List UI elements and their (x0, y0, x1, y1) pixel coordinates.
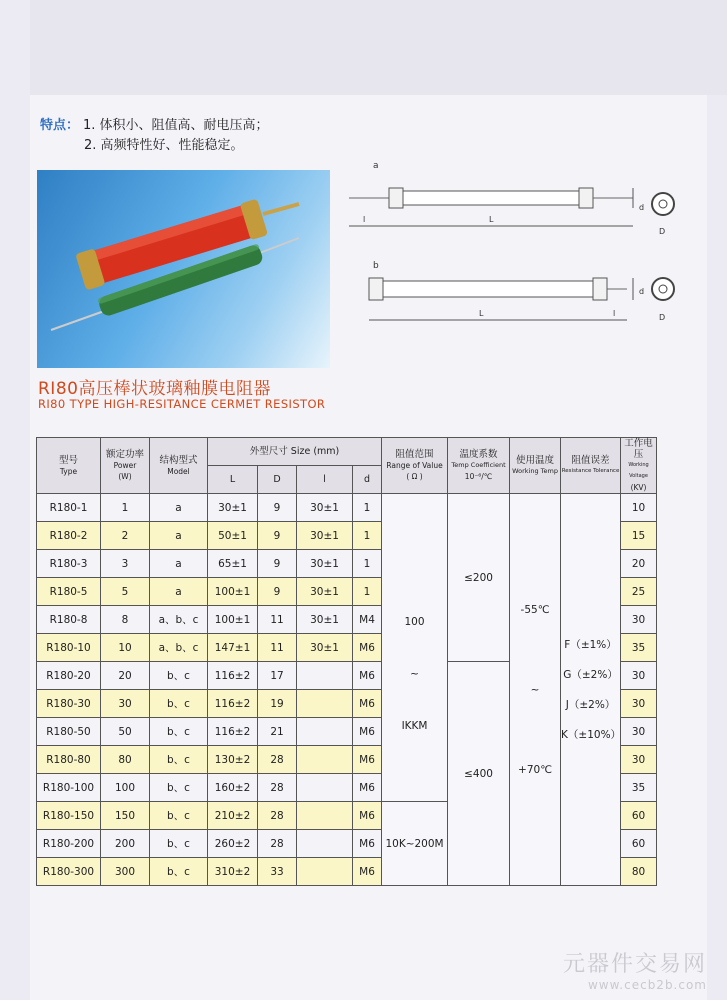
header-row-1 (37, 438, 657, 466)
table-cell: 1 (353, 578, 382, 606)
features-label: 特点： (40, 118, 80, 133)
table-cell: R180-100 (37, 774, 101, 802)
table-cell: 10 (621, 494, 657, 522)
right-margin (707, 95, 727, 1000)
table-cell: 21 (258, 718, 297, 746)
table-cell: R180-50 (37, 718, 101, 746)
table-cell: 1 (353, 494, 382, 522)
header-size: 外型尺寸 Size (mm) (208, 438, 382, 466)
table-cell: a (150, 522, 208, 550)
table-cell: a (150, 578, 208, 606)
table-cell: 30±1 (297, 494, 353, 522)
table-cell: M6 (353, 634, 382, 662)
table-cell: 30 (101, 690, 150, 718)
table-cell: 30±1 (297, 578, 353, 606)
diagram-label-a: a (373, 161, 379, 171)
table-cell: 19 (258, 690, 297, 718)
table-cell: M6 (353, 830, 382, 858)
dimension-diagram (345, 158, 685, 333)
table-cell: 28 (258, 830, 297, 858)
table-cell: 30±1 (208, 494, 258, 522)
table-cell: 9 (258, 494, 297, 522)
table-cell: 116±2 (208, 690, 258, 718)
table-cell: b、c (150, 802, 208, 830)
feature-line-2: 2. 高频特性好、性能稳定。 (84, 138, 244, 153)
product-photo (37, 170, 330, 368)
table-cell: 80 (101, 746, 150, 774)
table-cell: M6 (353, 774, 382, 802)
table-cell: 5 (101, 578, 150, 606)
table-cell: 147±1 (208, 634, 258, 662)
table-cell: 30±1 (297, 634, 353, 662)
title-chinese: RI80高压棒状玻璃釉膜电阻器 (38, 379, 271, 399)
table-cell: 28 (258, 802, 297, 830)
table-cell: 25 (621, 578, 657, 606)
table-cell: R180-80 (37, 746, 101, 774)
spec-table (36, 437, 656, 886)
diagram-dim-l-a: l (363, 215, 366, 224)
table-cell: 30 (621, 662, 657, 690)
table-cell: 9 (258, 578, 297, 606)
table-cell: 3 (101, 550, 150, 578)
table-cell (297, 830, 353, 858)
table-cell: R180-300 (37, 858, 101, 886)
diagram-dim-L-a: L (489, 215, 494, 224)
table-cell (297, 858, 353, 886)
table-cell: R180-20 (37, 662, 101, 690)
table-cell: 2 (101, 522, 150, 550)
diagram-dim-d-b: d (639, 287, 645, 296)
table-cell: 65±1 (208, 550, 258, 578)
header-power: 额定功率 Power (W) (101, 438, 150, 494)
table-cell: 9 (258, 550, 297, 578)
table-cell: a、b、c (150, 606, 208, 634)
table-cell: 210±2 (208, 802, 258, 830)
table-cell: 17 (258, 662, 297, 690)
table-cell: 116±2 (208, 718, 258, 746)
table-cell: 30 (621, 606, 657, 634)
range-cell-lower: 10K~200M (382, 802, 448, 886)
header-D: D (258, 466, 297, 494)
table-cell: 1 (353, 550, 382, 578)
table-cell: a (150, 550, 208, 578)
table-cell: R180-150 (37, 802, 101, 830)
resistor-photo-illustration (37, 170, 330, 368)
table-cell: 150 (101, 802, 150, 830)
table-cell: M4 (353, 606, 382, 634)
diagram-label-b: b (373, 261, 379, 271)
table-cell: 30 (621, 690, 657, 718)
header-temp-coefficient: 温度系数 Temp Coefficient 10⁻⁶/℃ (448, 438, 510, 494)
table-cell: 9 (258, 522, 297, 550)
table-cell: M6 (353, 746, 382, 774)
table-cell: 200 (101, 830, 150, 858)
table-cell: 50 (101, 718, 150, 746)
table-row (37, 494, 657, 522)
table-cell: 30±1 (297, 522, 353, 550)
title-english: RI80 TYPE HIGH-RESITANCE CERMET RESISTOR (38, 397, 326, 411)
table-cell: R180-3 (37, 550, 101, 578)
header-working-temp: 使用温度 Working Temp (510, 438, 561, 494)
table-cell: 30 (621, 718, 657, 746)
table-cell: 100 (101, 774, 150, 802)
table-cell: b、c (150, 690, 208, 718)
table-cell: 33 (258, 858, 297, 886)
table-cell: a (150, 494, 208, 522)
table-cell: b、c (150, 746, 208, 774)
watermark-chinese: 元器件交易网 (562, 952, 707, 977)
table-cell: 100±1 (208, 578, 258, 606)
table-cell: R180-8 (37, 606, 101, 634)
table-cell: 35 (621, 634, 657, 662)
table-cell (297, 690, 353, 718)
table-cell: b、c (150, 830, 208, 858)
table-cell: 30 (621, 746, 657, 774)
table-cell: 60 (621, 830, 657, 858)
table-cell: 20 (101, 662, 150, 690)
table-cell: 50±1 (208, 522, 258, 550)
table-cell: a、b、c (150, 634, 208, 662)
header-d: d (353, 466, 382, 494)
header-structure: 结构型式 Model (150, 438, 208, 494)
table-cell: b、c (150, 774, 208, 802)
working-temp-cell: -55℃ ~ +70℃ (510, 494, 561, 886)
diagram-dim-D-a: D (659, 227, 666, 236)
range-cell-upper: 100 ~ IKKM (382, 494, 448, 802)
header-type: 型号 Type (37, 438, 101, 494)
table-cell: R180-5 (37, 578, 101, 606)
features-block (40, 116, 269, 156)
table-cell: 20 (621, 550, 657, 578)
table-cell: M6 (353, 662, 382, 690)
feature-line-1: 特点： 1. 体积小、阻值高、耐电压高； (40, 118, 269, 133)
table-cell: M6 (353, 718, 382, 746)
table-cell (297, 774, 353, 802)
left-margin (0, 0, 30, 1000)
diagram-dim-D-b: D (659, 313, 666, 322)
header-range: 阻值范围 Range of Value ( Ω ) (382, 438, 448, 494)
header-voltage: 工作电压 Working Voltage (KV) (621, 438, 657, 494)
table-cell (297, 802, 353, 830)
temp-cell-upper: ≤200 (448, 494, 510, 662)
table-cell: 11 (258, 606, 297, 634)
watermark (563, 947, 707, 992)
header-tolerance: 阻值误差 Resistance Tolerance (561, 438, 621, 494)
table-cell (297, 662, 353, 690)
table-cell: 310±2 (208, 858, 258, 886)
table-cell: 11 (258, 634, 297, 662)
table-cell: M6 (353, 690, 382, 718)
table-cell: 1 (353, 522, 382, 550)
table-cell: R180-2 (37, 522, 101, 550)
table-cell: M6 (353, 858, 382, 886)
table-cell: b、c (150, 718, 208, 746)
header-L: L (208, 466, 258, 494)
table-cell: 160±2 (208, 774, 258, 802)
table-cell: 30±1 (297, 606, 353, 634)
table-cell: b、c (150, 858, 208, 886)
table-cell: 30±1 (297, 550, 353, 578)
table-cell: 100±1 (208, 606, 258, 634)
watermark-url: www.cecb2b.com (587, 978, 707, 992)
table-cell: 28 (258, 774, 297, 802)
table-cell: 60 (621, 802, 657, 830)
table-cell: M6 (353, 802, 382, 830)
diagram-dim-l-b: l (613, 309, 616, 318)
table-cell: R180-1 (37, 494, 101, 522)
top-band (0, 0, 727, 95)
table-cell: R180-200 (37, 830, 101, 858)
table-cell (297, 746, 353, 774)
table-cell: 130±2 (208, 746, 258, 774)
table-cell: 260±2 (208, 830, 258, 858)
temp-cell-lower: ≤400 (448, 662, 510, 886)
tolerance-cell: F（±1%） G（±2%） J（±2%） K（±10%） (561, 494, 621, 886)
table-cell: 15 (621, 522, 657, 550)
table-cell: 116±2 (208, 662, 258, 690)
table-cell: 28 (258, 746, 297, 774)
table-cell: 10 (101, 634, 150, 662)
table-cell: R180-10 (37, 634, 101, 662)
table-cell: 35 (621, 774, 657, 802)
table-cell (297, 718, 353, 746)
table-cell: 300 (101, 858, 150, 886)
diagram-dim-L-b: L (479, 309, 484, 318)
table-cell: 8 (101, 606, 150, 634)
table-cell: 1 (101, 494, 150, 522)
table-cell: R180-30 (37, 690, 101, 718)
table-cell: 80 (621, 858, 657, 886)
table-cell: b、c (150, 662, 208, 690)
diagram-dim-d-a: d (639, 203, 645, 212)
header-l: l (297, 466, 353, 494)
